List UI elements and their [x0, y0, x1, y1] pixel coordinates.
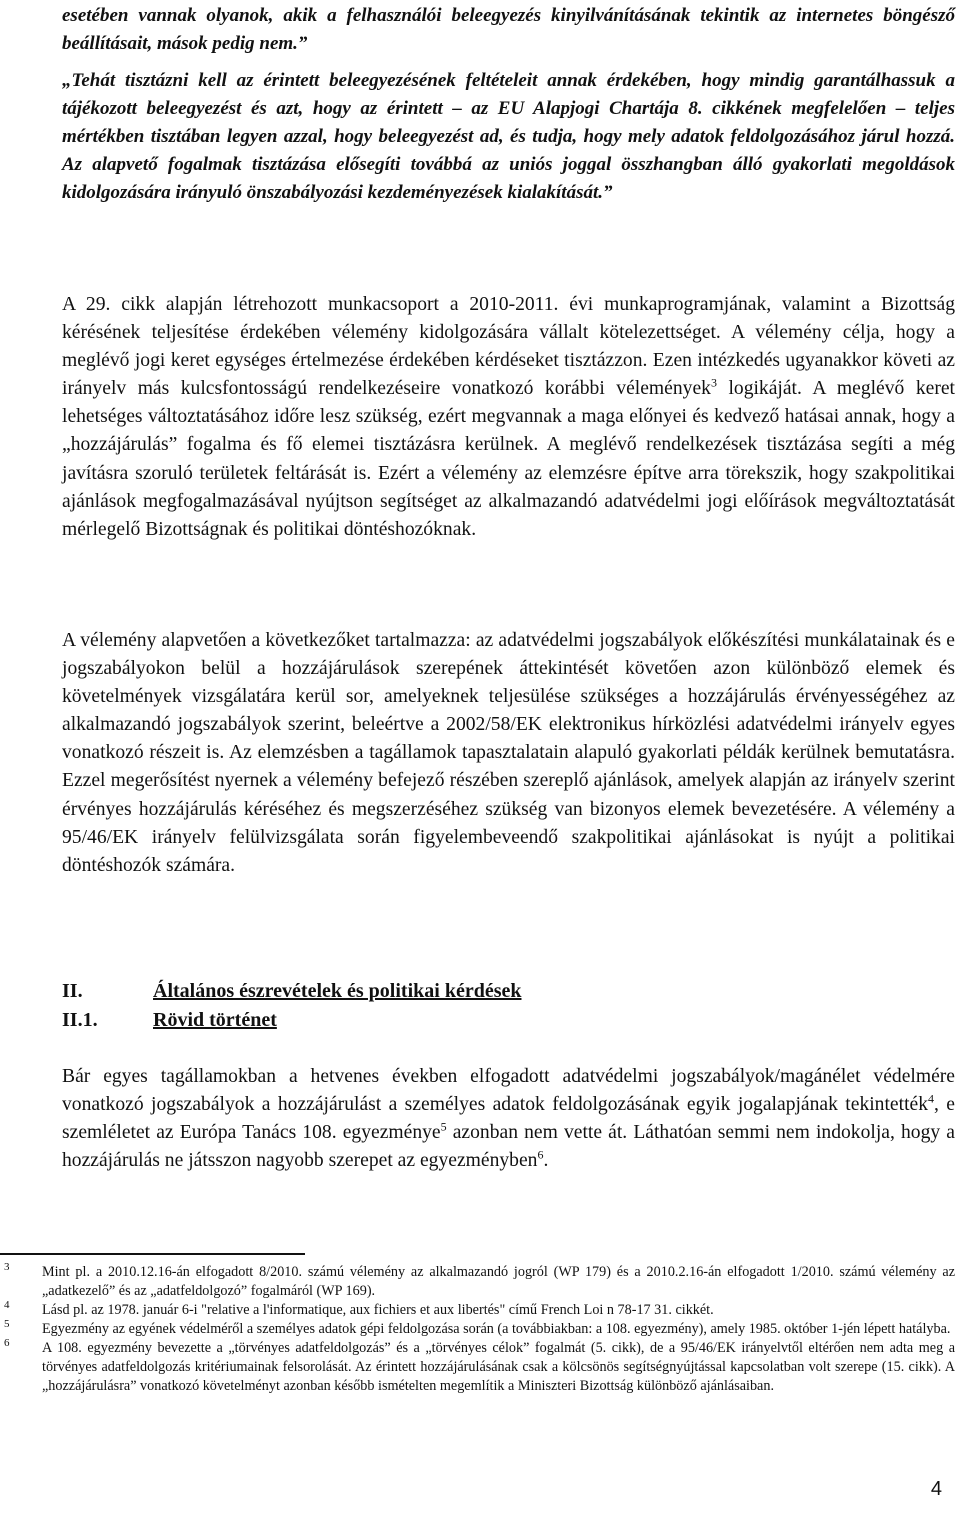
- page-number: 4: [930, 1478, 942, 1500]
- section-title: Rövid történet: [153, 1009, 277, 1031]
- paragraph-history: Bár egyes tagállamokban a hetvenes években elfogadott adatvédelmi jogszabályok/magánélet védelmére vonatkozó jogszabályok a hozzájárulást a személyes adatok feldolgozásának egyik jogalapjának tekintették$^4$, e szemléletet az Európa Tanács 108. egyezménye$^5$ azonban nem vette át. Láthatóan semmi nem indokolja, hogy a hozzájárulás ne játsszon nagyobb szerepet az egyezményben$^6$.: [62, 1066, 955, 1172]
- paragraph-text: logikáját. A meglévő keret lehetséges változtatásához időre lesz szükség, ezért megvannak a maga előnyei és kedvező hatásai annak, hogy a „hozzájárulás” fogalma és fő elemei tisztázásra kerülnek. A meglévő rendelkezések tisztázása segíti a még javításra szoruló területek feltárását is. Ezért a vélemény az elemzésre építve arra törekszik, hogy szakpolitikai ajánlások megfogalmazásával nyújtson segítséget az alkalmazandó adatvédelmi jogi előírások megváltoztatását mérlegelő Bizottságnak és politikai döntéshozóknak.: [62, 378, 955, 540]
- footnote-ref-6[interactable]: 6: [537, 1147, 544, 1162]
- section-title: Általános észrevételek és politikai kérdések: [153, 980, 522, 1002]
- paragraph-text: , e szemléletet az Európa Tanács 108. egyezménye: [62, 1094, 955, 1144]
- footnote-ref-3[interactable]: 3: [710, 375, 717, 390]
- footnote-4: [0, 1301, 960, 1320]
- footnote-mark: 3: [4, 1261, 10, 1273]
- paragraph-text: azonban nem vette át. Láthatóan semmi nem indokolja, hogy a hozzájárulás ne játsszon nagyobb szerepet az egyezményben: [62, 1122, 955, 1172]
- footnote-3: [0, 1263, 960, 1301]
- footnote-separator: [0, 1253, 305, 1255]
- footnote-ref-5[interactable]: 5: [440, 1119, 447, 1134]
- paragraph-opinion-contents: A vélemény alapvetően a következőket tartalmazza: az adatvédelmi jogszabályok előkészítési munkálatainak és e jogszabályokon belül a hozzájárulások szerepének áttekintését követően azon különböző elemek és követelmények vizsgálatára kerül sor, amelyeknek teljesülése szükséges a hozzájárulás érvényességéhez az alkalmazandó jogszabályok szerint, beleértve a 2002/58/EK elektronikus hírközlési adatvédelmi irányelv egyes vonatkozó részeit is. Az elemzésben a tagállamok tapasztalatain alapuló gyakorlati példák kerülnek bemutatásra. Ezzel megerősítést nyernek a vélemény befejező részében szereplő ajánlások, amelyek alapján az irányelv szerint érvényes hozzájárulás kéréséhez és megszerzéséhez szükség van bizonyos elemek bevezetésére. A vélemény a 95/46/EK irányelv felülvizsgálata során figyelembeveendő szakpolitikai ajánlásokat is nyújt a politikai döntéshozók számára.: [62, 630, 955, 876]
- paragraph-text: Bár egyes tagállamokban a hetvenes években elfogadott adatvédelmi jogszabályok/magánélet védelmére vonatkozó jogszabályok a hozzájárulást a személyes adatok feldolgozásának egyik jogalapjának tekintették: [62, 1066, 955, 1116]
- section-heading-ii-1: [62, 1006, 277, 1034]
- footnote-mark: 5: [4, 1318, 10, 1330]
- quote-paragraph: „Tehát tisztázni kell az érintett beleegyezésének feltételeit annak érdekében, hogy mindig garantálhassuk a tájékozott beleegyezést és azt, hogy az érintett – az EU Alapjogi Chartája 8. cikkének megfelelően – teljes mértékben tisztában legyen azzal, hogy beleegyezést ad, és tudja, hogy mely adatok feldolgozásához járul hozzá. Az alapvető fogalmak tisztázása elősegíti továbbá az uniós joggal összhangban álló gyakorlati megoldások kidolgozására irányuló önszabályozási kezdeményezések kialakítását.”: [62, 70, 955, 203]
- footnote-mark: 4: [4, 1299, 10, 1311]
- footnote-text: Egyezmény az egyének védelméről a személyes adatok gépi feldolgozása során (a továbbiakban: a 108. egyezmény), amely 1985. október 1-jén lépett hatályba.: [42, 1321, 951, 1337]
- footnote-text: Mint pl. a 2010.12.16-án elfogadott 8/2010. számú vélemény az alkalmazandó jogról (WP 179) és a 2010.2.16-án elfogadott 1/2010. számú vélemény az „adatkezelő” és az „adatfeldolgozó” fogalmáról (WP 169).: [42, 1264, 955, 1299]
- paragraph-working-party: [62, 291, 955, 544]
- section-number: II.: [62, 980, 83, 1002]
- footnote-ref-4[interactable]: 4: [928, 1091, 935, 1106]
- footnote-mark: 6: [4, 1337, 10, 1349]
- footnotes: [0, 1263, 960, 1396]
- footnote-text: A 108. egyezmény bevezette a „törvényes adatfeldolgozás” és a „törvényes célok” fogalmát (5. cikk), de a 95/46/EK irányelvtől eltérően nem adta meg a törvényes adatfeldolgozás kritériumainak felsorolását. Az érintett hozzájárulásának csak a kölcsönös segítségnyújtással kapcsolatban volt szerepe (15. cikk). A „hozzájárulásra” vonatkozó követelményt azonban később ismételten megemlítik a Miniszteri Bizottság különböző ajánlásaiban.: [42, 1340, 955, 1394]
- footnote-6: [0, 1339, 960, 1396]
- paragraph-text: A 29. cikk alapján létrehozott munkacsoport a 2010-2011. évi munkaprogramjának, valamint a Bizottság kérésének teljesítése érdekében vélemény kidolgozására vállalt kötelezettséget. A vélemény célja, hogy a meglévő jogi keret egységes értelmezése érdekében kérdéseket tisztázzon. Ezen intézkedés ugyanakkor követi az irányelv más kulcsfontosságú rendelkezéseire vonatkozó korábbi vélemények: [62, 294, 955, 400]
- quote-ending: esetében vannak olyanok, akik a felhasználói beleegyezés kinyilvánításának tekintik az internetes böngésző beállításait, mások pedig nem.”: [62, 5, 955, 54]
- section-heading-ii: [62, 977, 521, 1005]
- footnote-5: [0, 1320, 960, 1339]
- footnote-text: Lásd pl. az 1978. január 6-i "relative a l'informatique, aux fichiers et aux libertés" című French Loi n 78-17 31. cikkét.: [42, 1302, 714, 1318]
- section-number: II.1.: [62, 1009, 98, 1031]
